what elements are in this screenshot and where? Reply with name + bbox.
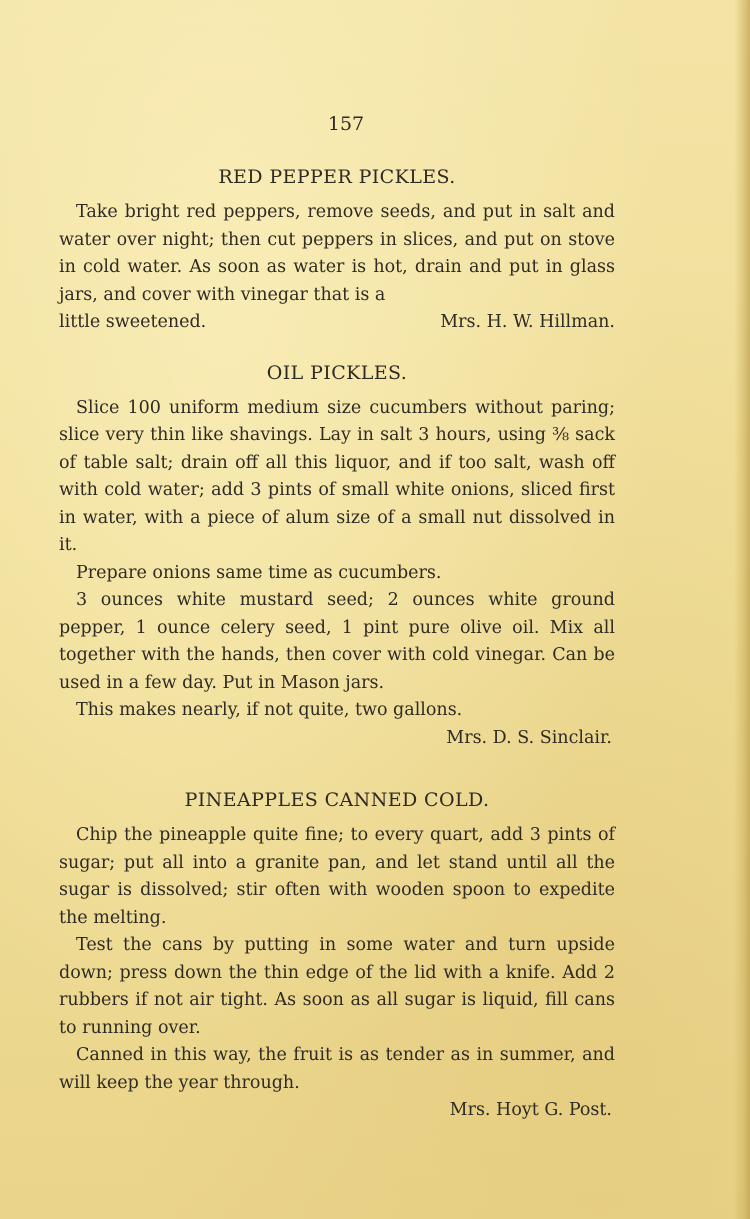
recipe-author: Mrs. D. S. Sinclair. xyxy=(446,727,612,748)
recipe-red-pepper-pickles xyxy=(59,163,615,337)
recipe-paragraph: 3 ounces white mustard seed; 2 ounces white ground pepper, 1 ounce celery seed, 1 pint pure olive oil. Mix all together with the hands, then cover with cold vinegar. Can be used in a few day. Put in Mason jars. xyxy=(59,590,615,693)
recipe-oil-pickles xyxy=(59,359,615,753)
recipe-title: RED PEPPER PICKLES. xyxy=(218,166,456,188)
recipe-paragraph: Chip the pineapple quite fine; to every quart, add 3 pints of sugar; put all into a granite pan, and let stand until all the sugar is dissolved; stir often with wooden spoon to expedite the melting. xyxy=(59,825,615,928)
recipe-body: Take bright red peppers, remove seeds, and put in salt and water over night; then cut peppers in slices, and put on stove in cold water. As soon as water is hot, drain and put in glass jars, and cover with vinegar that is a xyxy=(59,202,615,305)
recipe-paragraph: Test the cans by putting in some water and turn upside down; press down the thin edge of the lid with a knife. Add 2 rubbers if not air tight. As soon as all sugar is liquid, fill cans to running over. xyxy=(59,935,615,1038)
recipe-paragraph: Prepare onions same time as cucumbers. xyxy=(76,562,442,583)
page-edge-shadow xyxy=(734,0,750,1219)
recipe-closing-line xyxy=(59,309,615,337)
recipe-title: OIL PICKLES. xyxy=(266,361,408,384)
recipe-title: PINEAPPLES CANNED COLD. xyxy=(184,789,490,811)
page-number: 157 xyxy=(327,113,365,135)
recipe-author: Mrs. Hoyt G. Post. xyxy=(449,1100,612,1120)
book-page xyxy=(59,110,615,1125)
recipe-paragraph: Canned in this way, the fruit is as tender as in summer, and will keep the year through. xyxy=(59,1045,615,1093)
section-spacer xyxy=(59,337,615,359)
section-spacer xyxy=(59,752,615,786)
recipe-pineapples-canned-cold xyxy=(59,786,615,1125)
recipe-body-last-line: little sweetened. xyxy=(59,312,207,332)
recipe-paragraph: This makes nearly, if not quite, two gallons. xyxy=(76,700,463,720)
recipe-author: Mrs. H. W. Hillman. xyxy=(440,312,615,332)
recipe-paragraph: Slice 100 uniform medium size cucumbers without paring; slice very thin like shavings. Lay in salt 3 hours, using ⅜ sack of table salt; drain off all this liquor, and if too salt, wash off with cold water; add 3 pints of small white onions, sliced first in water, with a piece of alum size of a small nut dissolved in it. xyxy=(59,397,615,555)
